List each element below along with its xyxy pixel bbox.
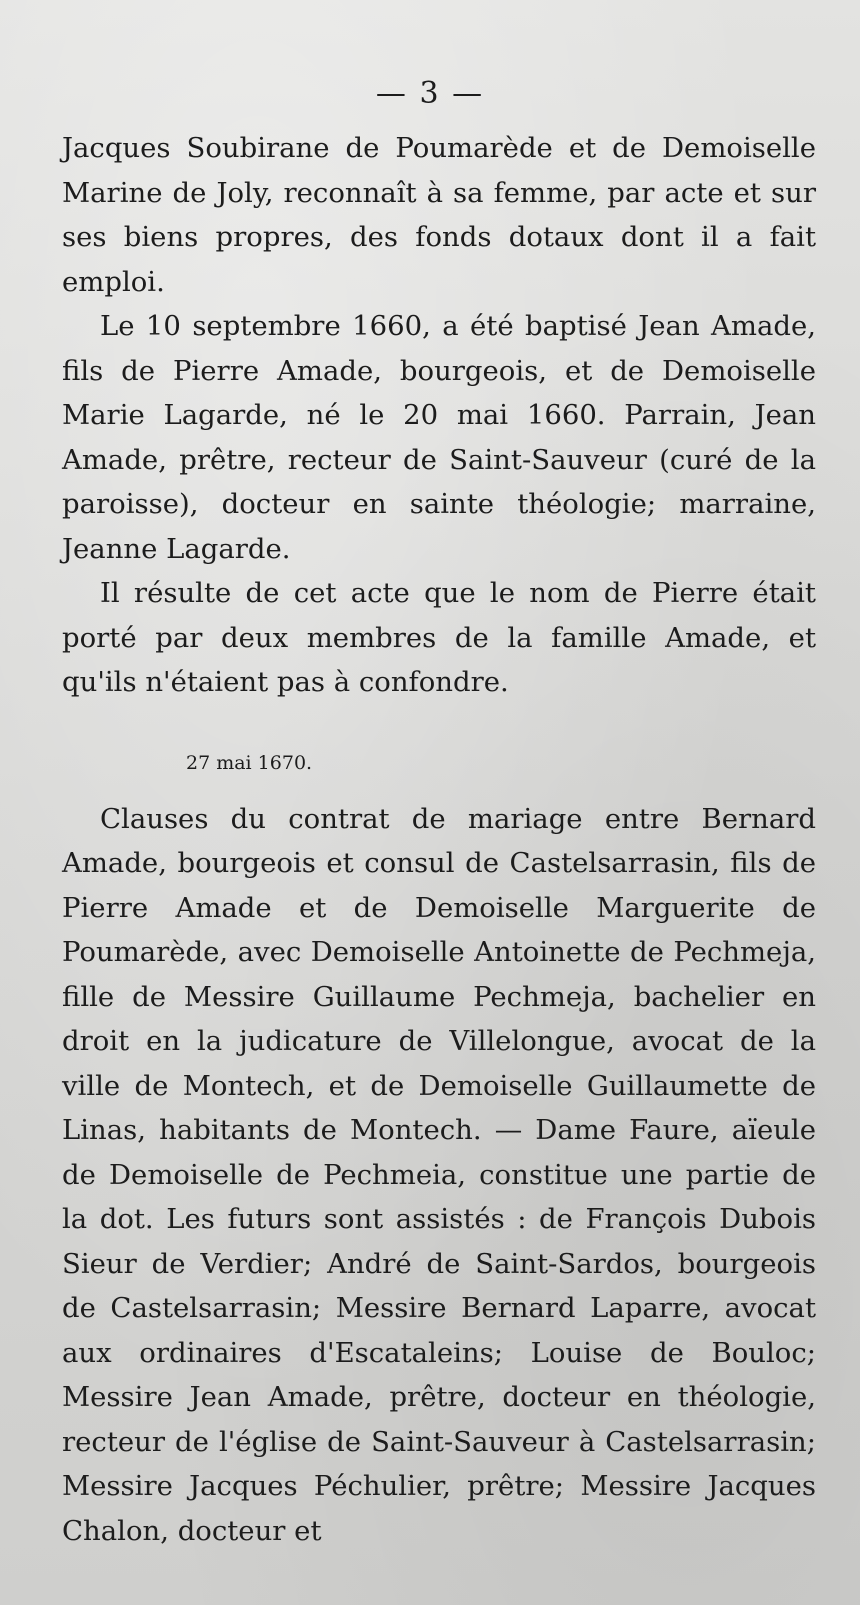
paragraph-continuation: Jacques Soubirane de Poumarède et de Demoiselle Marine de Joly, reconnaît à sa femme, par acte et sur ses biens propres, des fonds dotaux dont il a fait emploi. [62, 132, 816, 298]
body-text [62, 126, 816, 1553]
paragraph-marriage-contract: Clauses du contrat de mariage entre Bernard Amade, bourgeois et consul de Castelsarrasin, fils de Pierre Amade et de Demoiselle Marguerite de Poumarède, avec Demoiselle Antoinette de Pechmeja, fille de Messire Guillaume Pechmeja, bachelier en droit en la judicature de Villelongue, avocat de la ville de Montech, et de Demoiselle Guillaumette de Linas, habitants de Montech. — Dame Faure, aïeule de Demoiselle de Pechmeia, constitue une partie de la dot. Les futurs sont assistés : de François Dubois Sieur de Verdier; André de Saint-Sardos, bourgeois de Castelsarrasin; Messire Bernard Laparre, avocat aux ordinaires d'Escataleins; Louise de Bouloc; Messire Jean Amade, prêtre, docteur en théologie, recteur de l'église de Saint-Sauveur à Castelsarrasin; Messire Jacques Péchulier, prêtre; Messire Jacques Chalon, docteur et [62, 802, 816, 1547]
paragraph-baptism: Le 10 septembre 1660, a été baptisé Jean Amade, fils de Pierre Amade, bourgeois, et de Demoiselle Marie Lagarde, né le 20 mai 1660. Parrain, Jean Amade, prêtre, recteur de Saint-Sauveur (curé de la paroisse), docteur en sainte théologie; marraine, Jeanne Lagarde. [62, 310, 816, 565]
paragraph-note: Il résulte de cet acte que le nom de Pierre était porté par deux membres de la famille Amade, et qu'ils n'étaient pas à confondre. [62, 577, 816, 698]
section-date: 27 mai 1670. [186, 751, 313, 774]
page-number: — 3 — [375, 76, 485, 111]
